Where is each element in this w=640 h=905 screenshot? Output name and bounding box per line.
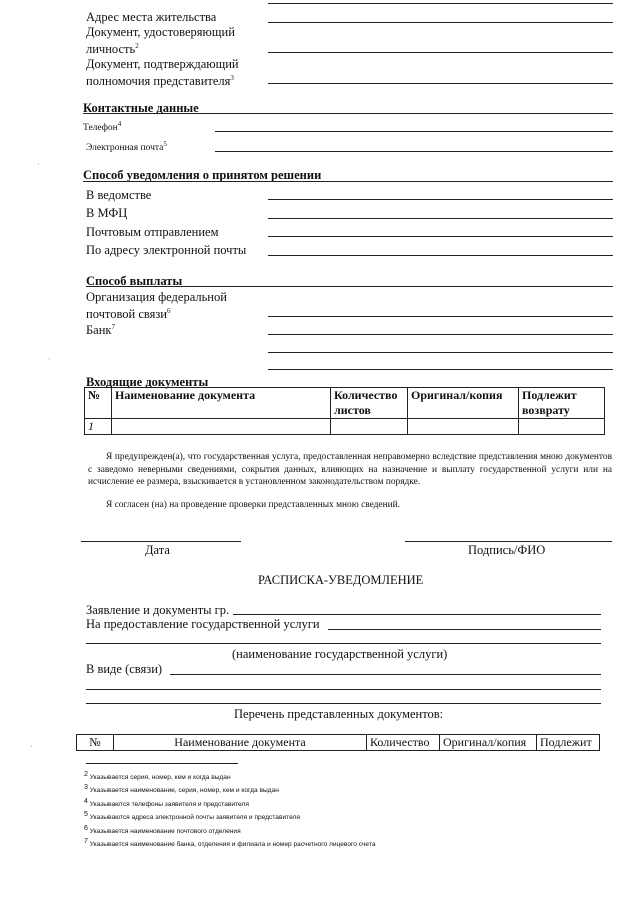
phone-field[interactable] <box>215 131 613 132</box>
warning-text: Я предупрежден(а), что государственная услуга, предоставленная неправомерно вследствие представления мною документов с заведомо неверными сведениями, сокрытия данных, влияющих на назначение и выплату государственной услуги или на исчисление ее размера, взыскивается в установленном законодательством порядке. <box>88 452 612 487</box>
footnote-7: $^7$ Указывается наименование банка, отделения и филиала и номер расчетного лицевого счета <box>84 837 376 849</box>
address-field[interactable] <box>268 22 613 23</box>
footnotes <box>84 770 375 850</box>
scan-mark: · <box>37 160 40 169</box>
row-cell-return[interactable] <box>519 419 605 435</box>
row-num: 1 <box>85 419 112 435</box>
date-caption: Дата <box>145 543 170 557</box>
col-count: Количество листов <box>331 388 408 419</box>
incoming-docs-table <box>84 387 605 435</box>
row-cell-count[interactable] <box>331 419 408 435</box>
service-caption: (наименование государственной услуги) <box>232 647 448 661</box>
footnote-5: $^5$ Указываются адреса электронной почты заявителя и представителя <box>84 811 300 822</box>
contacts-heading: Контактные данные <box>83 101 199 115</box>
address-label: Адрес места жительства <box>86 10 217 24</box>
notify-option-office[interactable]: В ведомстве <box>86 188 152 202</box>
col-original: Оригинал/копия <box>440 735 537 751</box>
payment-bank-label: Банк$^7$ <box>86 323 115 338</box>
col-num: № <box>85 388 112 419</box>
payment-bank-field-1[interactable] <box>268 334 613 335</box>
id-doc-label-1: Документ, удостоверяющий <box>86 25 235 39</box>
notify-post-field[interactable] <box>268 236 613 237</box>
notify-email-field[interactable] <box>268 255 613 256</box>
auth-doc-field[interactable] <box>268 83 613 84</box>
date-field[interactable] <box>81 541 241 542</box>
notify-option-post[interactable]: Почтовым отправлением <box>86 225 219 239</box>
col-name: Наименование документа <box>114 735 367 751</box>
notify-office-field[interactable] <box>268 199 613 200</box>
form-field-3[interactable] <box>86 703 601 704</box>
col-count: Количество <box>367 735 440 751</box>
auth-doc-label-2: полномочия представителя$^3$ <box>86 74 234 89</box>
payment-post-field[interactable] <box>268 316 613 317</box>
receipt-title: РАСПИСКА-УВЕДОМЛЕНИЕ <box>258 573 424 587</box>
receipt-line1-label: Заявление и документы гр. <box>86 603 230 617</box>
top-field-line <box>268 3 613 4</box>
scan-mark: · <box>48 355 51 364</box>
col-return: Подлежит возврату <box>519 388 605 419</box>
col-return: Подлежит <box>537 735 600 751</box>
payment-bank-field-3[interactable] <box>268 369 613 370</box>
notify-mfc-field[interactable] <box>268 218 613 219</box>
consent-text: Я согласен (на) на проведение проверки представленных мною сведений. <box>106 500 400 510</box>
payment-post-label-2: почтовой связи$^6$ <box>86 307 171 322</box>
row-cell-original[interactable] <box>408 419 519 435</box>
payment-rule <box>86 286 613 287</box>
email-label: Электронная почта$^5$ <box>86 140 167 154</box>
col-original: Оригинал/копия <box>408 388 519 419</box>
table-header-row <box>77 735 600 751</box>
receipt-service-field[interactable] <box>328 629 601 630</box>
table-header-row <box>85 388 605 419</box>
footnote-4: $^4$ Указываются телефоны заявителя и представителя <box>84 797 249 808</box>
payment-heading: Способ выплаты <box>86 274 183 288</box>
col-name: Наименование документа <box>112 388 331 419</box>
notify-option-mfc[interactable]: В МФЦ <box>86 206 128 220</box>
id-doc-field[interactable] <box>268 52 613 53</box>
footnote-separator <box>86 763 238 764</box>
notify-option-email[interactable]: По адресу электронной почты <box>86 243 247 257</box>
phone-label: Телефон$^4$ <box>83 120 122 134</box>
form-field[interactable] <box>170 674 601 675</box>
auth-doc-label-1: Документ, подтверждающий <box>86 57 239 71</box>
col-num: № <box>77 735 114 751</box>
list-title: Перечень представленных документов: <box>234 707 444 721</box>
form-label: В виде (связи) <box>86 662 163 676</box>
receipt-line2-label: На предоставление государственной услуги <box>86 617 320 631</box>
receipt-service-field-2[interactable] <box>86 643 601 644</box>
payment-bank-field-2[interactable] <box>268 352 613 353</box>
footnote-2: $^2$ Указывается серия, номер, кем и когда выдан <box>84 771 231 782</box>
footnote-3: $^3$ Указывается наименование, серия, номер, кем и когда выдан <box>84 784 279 795</box>
signature-field[interactable] <box>405 541 612 542</box>
email-field[interactable] <box>215 151 613 152</box>
payment-post-label-1: Организация федеральной <box>86 290 227 304</box>
scan-mark: · <box>30 742 33 751</box>
notify-rule <box>83 181 613 182</box>
table-row[interactable] <box>85 419 605 435</box>
footnote-6: $^6$ Указывается наименование почтового отделения <box>84 824 241 835</box>
contacts-rule <box>83 113 613 114</box>
form-field-2[interactable] <box>86 689 601 690</box>
incoming-heading: Входящие документы <box>86 375 209 389</box>
notify-heading: Способ уведомления о принятом решении <box>83 168 322 182</box>
receipt-name-field[interactable] <box>233 614 601 615</box>
id-doc-label-2: личность$^2$ <box>86 42 139 57</box>
receipt-docs-table <box>76 734 600 751</box>
row-cell-name[interactable] <box>112 419 331 435</box>
signature-caption: Подпись/ФИО <box>468 543 546 557</box>
